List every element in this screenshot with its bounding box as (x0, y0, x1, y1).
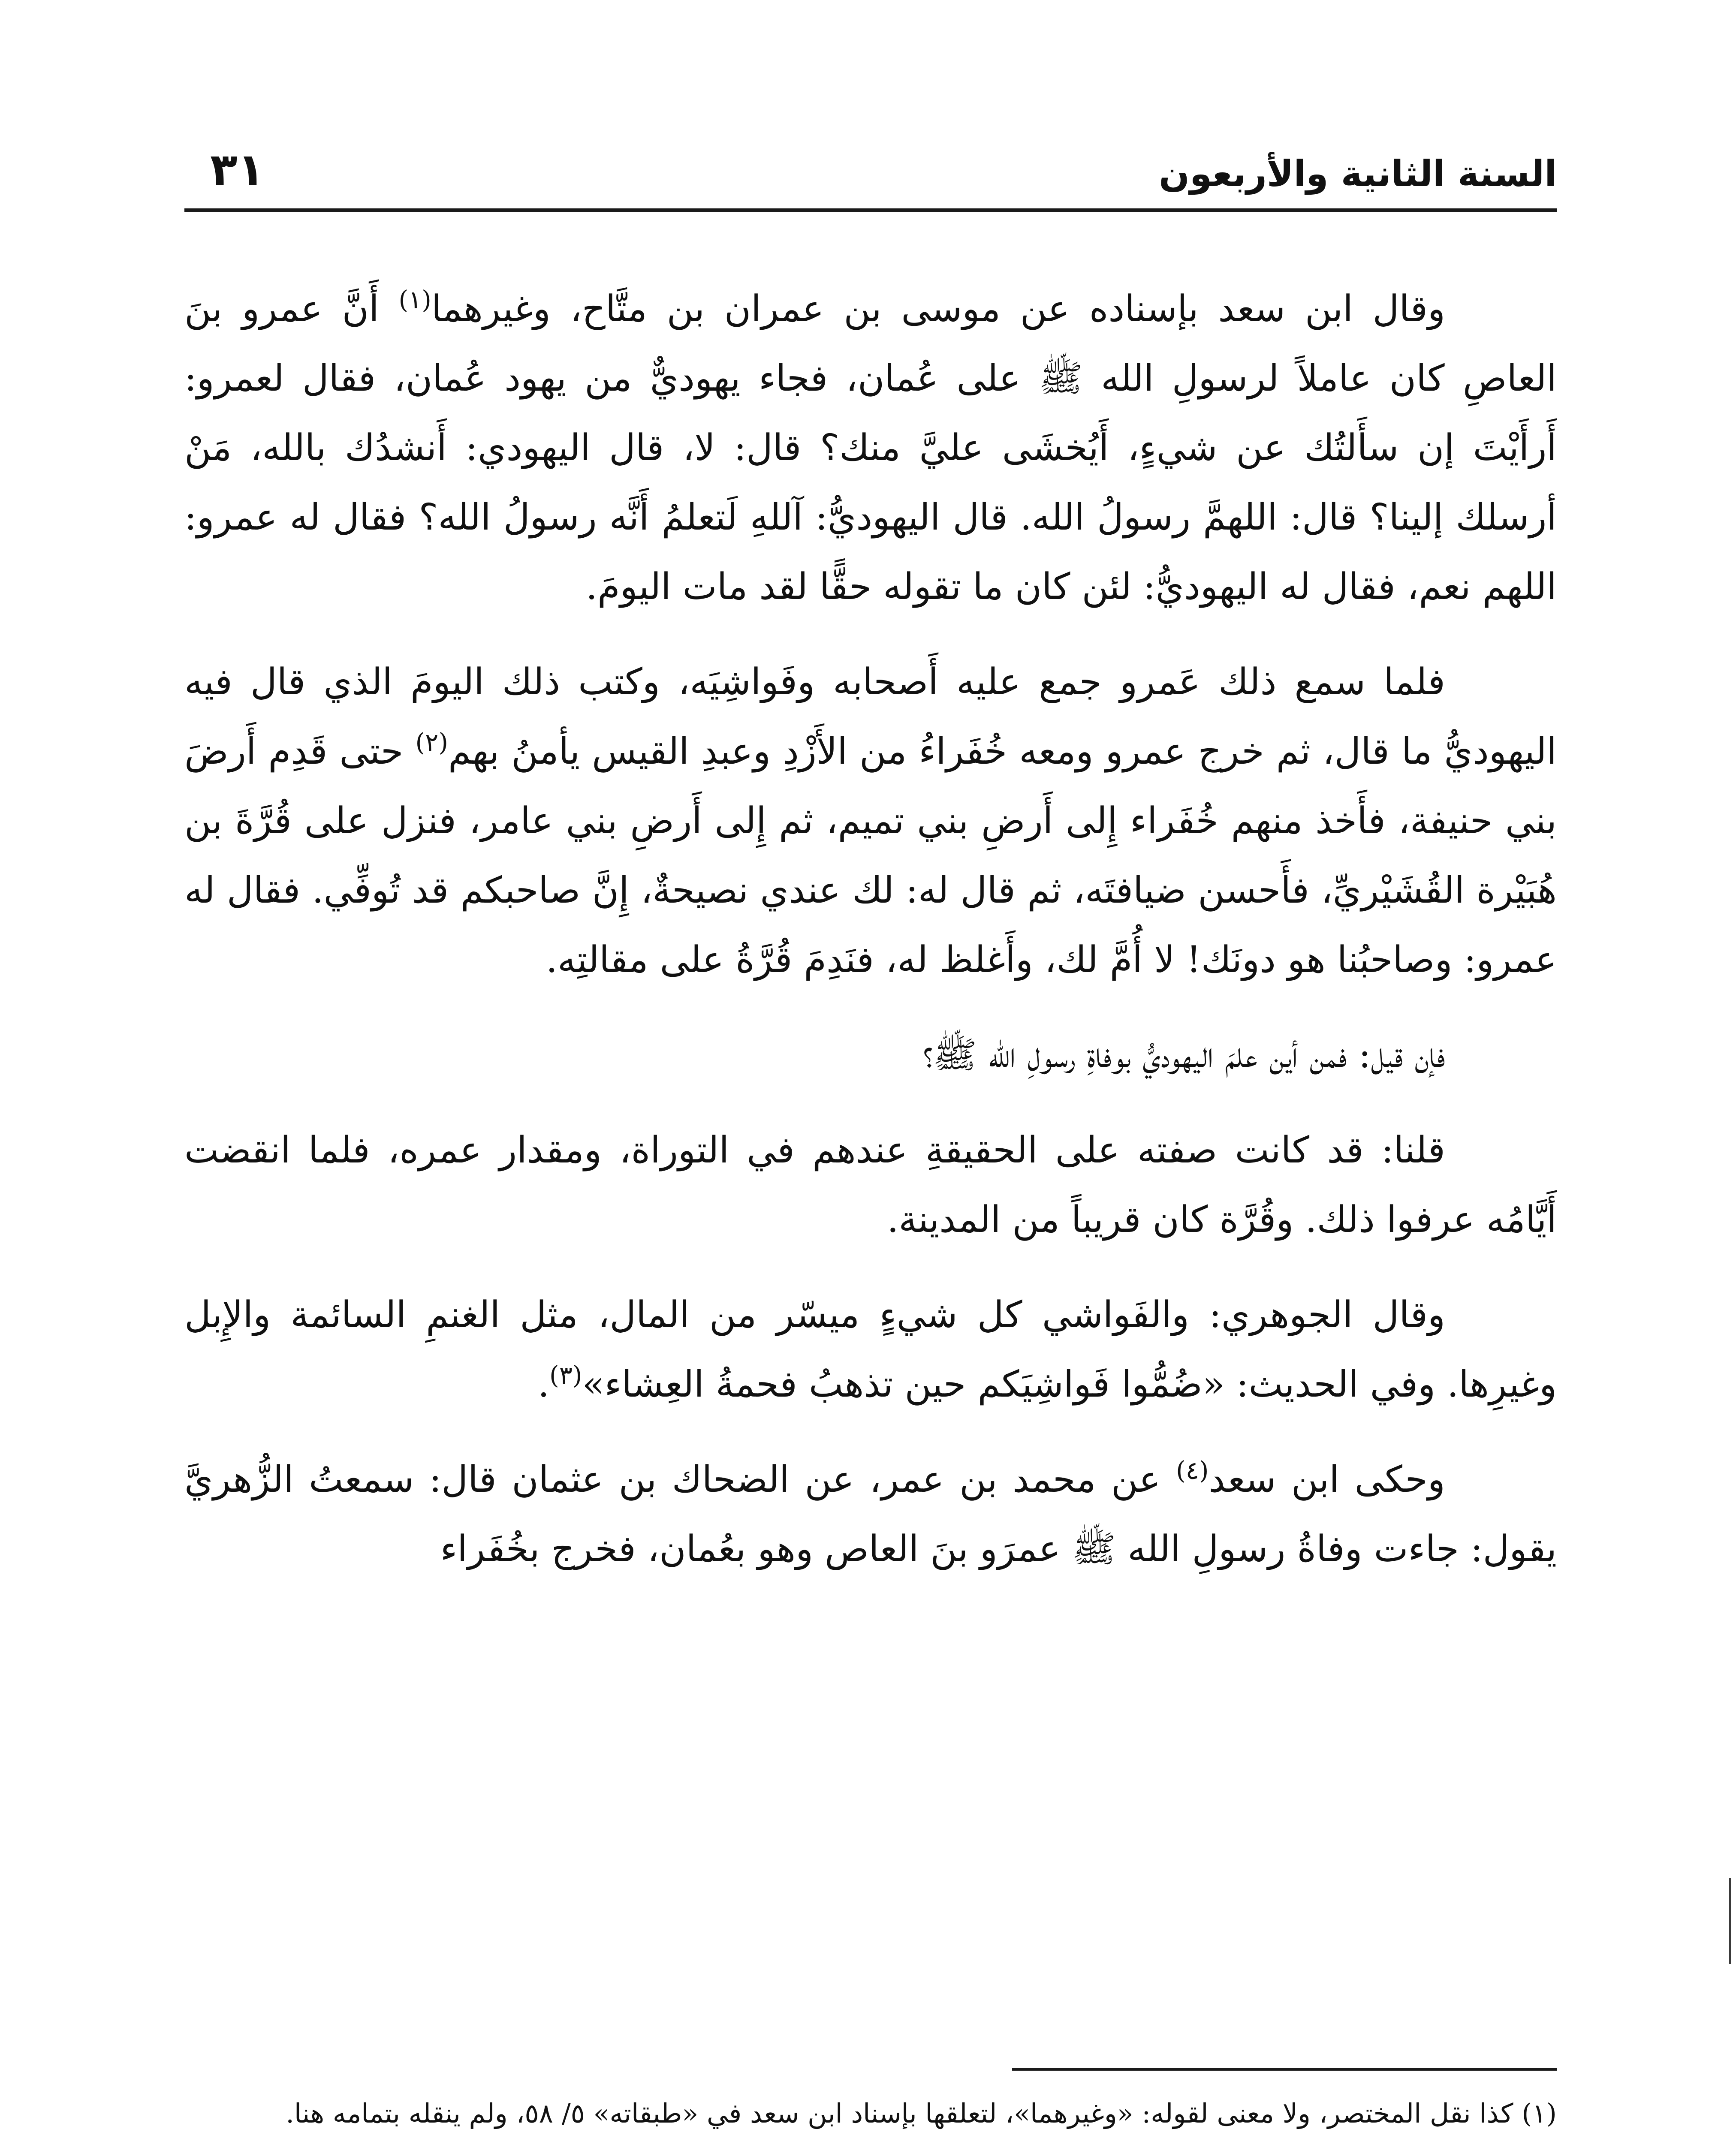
paragraph-text: فلما سمع ذلك عَمرو جمع عليه أَصحابه وفَواشِيَه، وكتب ذلك اليومَ الذي قال فيه اليهوديُّ ما قال، ثم خرج عمرو ومعه خُفَراءُ من الأَزْدِ وعبدِ القيس يأمنُ بهم (184, 661, 1557, 773)
paragraph-text: حتى قَدِم أَرضَ بني حنيفة، فأَخذ منهم خُفَراء إِلى أَرضِ بني تميم، ثم إِلى أَرضِ بني عامر، فنزل على قُرَّةَ بن هُبَيْرة القُشَيْريِّ، فأَحسن ضيافتَه، ثم قال له: لك عندي نصيحةٌ، إِنَّ صاحبكم قد تُوفِّي. فقال له عمرو: وصاحبُنا هو دونَك! لا أُمَّ لك، وأَغلظ له، فنَدِمَ قُرَّةُ على مقالتِه. (184, 730, 1557, 981)
header-rule (184, 208, 1557, 212)
main-text (184, 274, 1557, 1610)
paragraph-text: عن محمد بن عمر، عن الضحاك بن عثمان قال: سمعتُ الزُّهريَّ يقول: جاءت وفاةُ رسولِ الله ﷺ عمرَو بنَ العاص وهو بعُمان، فخرج بخُفَراء (184, 1458, 1557, 1570)
paragraph-text: وحكى ابن سعد (1209, 1458, 1445, 1501)
paragraph (184, 1021, 1557, 1090)
page-header (184, 142, 1557, 210)
footnotes (184, 2088, 1557, 2144)
footnote-reference: (٣) (549, 1361, 582, 1390)
footnote-separator (1012, 2068, 1557, 2071)
footnote: (١) كذا نقل المختصر، ولا معنى لقوله: «وغيرهما»، لتعلقها بإسناد ابن سعد في «طبقاته» ٥/ ٥٨، ولم ينقله بتمامه هنا. (286, 2098, 1557, 2129)
running-title: السنة الثانية والأربعون (1159, 153, 1557, 195)
footnote-reference: (٢) (415, 728, 448, 757)
paragraph-text: وقال الجوهري: والفَواشي كل شيءٍ ميسّر من المال، مثل الغنمِ السائمة والإِبل وغيرِها. وفي الحديث: «ضُمُّوا فَواشِيَكم حين تذهبُ فحمةُ العِشاء» (184, 1294, 1557, 1406)
footnote (184, 2139, 1557, 2144)
page-number: ٣١ (210, 143, 265, 196)
paragraph (184, 1280, 1557, 1419)
paragraph (184, 1445, 1557, 1584)
paragraph (184, 1116, 1557, 1255)
paragraph-text: أَنَّ عمرو بنَ العاصِ كان عاملاً لرسولِ الله ﷺ على عُمان، فجاء يهوديٌّ من يهود عُمان، فقال لعمرو: أَرأَيْتَ إن سأَلتُك عن شيءٍ، أَيُخشَى عليَّ منك؟ قال: لا، قال اليهودي: أَنشدُك بالله، مَنْ أرسلك إلينا؟ قال: اللهمَّ رسولُ الله. قال اليهوديُّ: آللهِ لَتعلمُ أَنَّه رسولُ الله؟ فقال له عمرو: اللهم نعم، فقال له اليهوديُّ: لئن كان ما تقوله حقًّا لقد مات اليومَ. (184, 288, 1557, 608)
footnote-reference: (١) (398, 285, 431, 314)
paragraph-text: فإن قيل: فمن أين علمَ اليهوديُّ بوفاةِ رسولِ الله ﷺ؟ (922, 1034, 1445, 1076)
scan-edge-mark (1729, 1878, 1731, 1964)
paragraph-text: وقال ابن سعد بإسناده عن موسى بن عمران بن متَّاح، وغيرهما (431, 288, 1446, 330)
paragraph (184, 647, 1557, 995)
paragraph-text: . (538, 1363, 550, 1406)
paragraph (184, 274, 1557, 622)
paragraph-text: قلنا: قد كانت صفته على الحقيقةِ عندهم في التوراة، ومقدار عمره، فلما انقضت أَيَّامُه عرفوا ذلك. وقُرَّة كان قريباً من المدينة. (184, 1129, 1557, 1241)
footnote-reference: (٤) (1176, 1456, 1209, 1485)
